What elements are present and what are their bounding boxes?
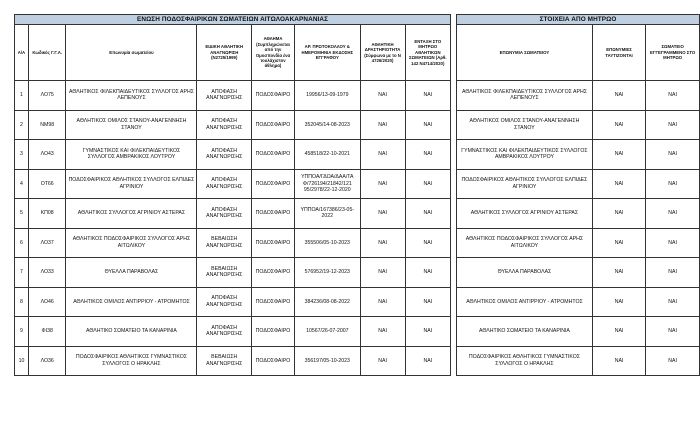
table-row xyxy=(15,169,700,199)
table-body xyxy=(15,81,700,376)
cell-activity: ΝΑΙ xyxy=(360,81,405,111)
cell-aa: 4 xyxy=(15,169,29,199)
cell-registry: ΝΑΙ xyxy=(405,140,451,170)
cell-name: ΑΘΛΗΤΙΚΟΣ ΠΟΔΟΣΦΑΙΡΙΚΟΣ ΣΥΛΛΟΓΟΣ ΑΡΗΣ ΑΙΤΩΛΙΚΟΥ xyxy=(66,228,197,258)
cell-activity: ΝΑΙ xyxy=(360,287,405,317)
cell-registered: ΝΑΙ xyxy=(646,317,700,347)
cell-registered: ΝΑΙ xyxy=(646,140,700,170)
cell-recognition: ΑΠΟΦΑΣΗ ΑΝΑΓΝΩΡΙΣΗΣ xyxy=(197,110,252,140)
header-aa: Α/Α xyxy=(15,25,29,81)
cell-activity: ΝΑΙ xyxy=(360,317,405,347)
cell-aa: 2 xyxy=(15,110,29,140)
cell-aa: 8 xyxy=(15,287,29,317)
cell-code: ΛΟ36 xyxy=(28,346,66,376)
cell-sport: ΠΟΔΟΣΦΑΙΡΟ xyxy=(252,317,295,347)
cell-aa: 1 xyxy=(15,81,29,111)
cell-aa: 9 xyxy=(15,317,29,347)
registry-sheet xyxy=(14,14,700,376)
table-row xyxy=(15,228,700,258)
cell-sport: ΠΟΔΟΣΦΑΙΡΟ xyxy=(252,169,295,199)
header-sport: ΑΘΛΗΜΑ (Συμπληρώνεται από την Ομοσπονδία ένα τουλάχιστον άθλημα) xyxy=(252,25,295,81)
cell-registered: ΝΑΙ xyxy=(646,199,700,229)
header-recognition: ΕΙΔΙΚΗ ΑΘΛΗΤΙΚΗ ΑΝΑΓΝΩΡΙΣΗ (Ν2725/1999) xyxy=(197,25,252,81)
cell-recognition: ΑΠΟΦΑΣΗ ΑΝΑΓΝΩΡΙΣΗΣ xyxy=(197,287,252,317)
table-row xyxy=(15,110,700,140)
cell-name: ΑΘΛΗΤΙΚΟΣ ΟΜΙΛΟΣ ΣΤΑΝΟΥ-ΑΝΑΓΕΝΝΗΣΗ ΣΤΑΝΟΥ xyxy=(66,110,197,140)
cell-reg-name: ΑΘΛΗΤΙΚΟΣ ΣΥΛΛΟΓΟΣ ΑΓΡΙΝΙΟΥ ΑΣΤΕΡΑΣ xyxy=(457,199,593,229)
cell-sport: ΠΟΔΟΣΦΑΙΡΟ xyxy=(252,287,295,317)
cell-registry: ΝΑΙ xyxy=(405,317,451,347)
federation-title: ΕΝΩΣΗ ΠΟΔΟΣΦΑΙΡΙΚΩΝ ΣΩΜΑΤΕΙΩΝ ΑΙΤΩΛΟΑΚΑΡΝΑΝΙΑΣ xyxy=(15,15,451,25)
cell-protocol: 458518/22-10-2021 xyxy=(294,140,360,170)
cell-same-names: ΝΑΙ xyxy=(592,287,645,317)
header-activity: ΑΘΛΗΤΙΚΗ ΔΡΑΣΤΗΡΙΟΤΗΤΑ (Σύμφωνα με το Ν 4726/2020) xyxy=(360,25,405,81)
cell-name: ΑΘΛΗΤΙΚΟΣ ΣΥΛΛΟΓΟΣ ΑΓΡΙΝΙΟΥ ΑΣΤΕΡΑΣ xyxy=(66,199,197,229)
cell-recognition: ΑΠΟΦΑΣΗ ΑΝΑΓΝΩΡΙΣΗΣ xyxy=(197,140,252,170)
table-row xyxy=(15,317,700,347)
cell-activity: ΝΑΙ xyxy=(360,169,405,199)
cell-sport: ΠΟΔΟΣΦΑΙΡΟ xyxy=(252,110,295,140)
cell-protocol: 356197/05-10-2023 xyxy=(294,346,360,376)
cell-registered: ΝΑΙ xyxy=(646,258,700,288)
cell-registry: ΝΑΙ xyxy=(405,199,451,229)
cell-same-names: ΝΑΙ xyxy=(592,228,645,258)
cell-name: ΠΟΔΟΣΦΑΙΡΙΚΟΣ ΑΘΛΗΤΙΚΟΣ ΣΥΛΛΟΓΟΣ ΕΛΠΙΔΕΣ ΑΓΡΙΝΙΟΥ xyxy=(66,169,197,199)
cell-code: ΛΟ33 xyxy=(28,258,66,288)
cell-reg-name: ΘΥΕΛΛΑ ΠΑΡΑΒΟΛΑΣ xyxy=(457,258,593,288)
table-row xyxy=(15,81,700,111)
cell-code: ΦΙ38 xyxy=(28,317,66,347)
cell-aa: 3 xyxy=(15,140,29,170)
header-code: Κωδικός Γ.Γ.Α. xyxy=(28,25,66,81)
header-name: Επωνυμία σωματείου xyxy=(66,25,197,81)
header-reg-name: ΕΠΩΝΥΜΙΑ ΣΩΜΑΤΕΙΟΥ xyxy=(457,25,593,81)
cell-registered: ΝΑΙ xyxy=(646,228,700,258)
header-same-names: ΕΠΩΝΥΜΙΕΣ ΤΑΥΤΙΖΟΝΤΑΙ xyxy=(592,25,645,81)
cell-name: ΑΘΛΗΤΙΚΟΣ ΟΜΙΛΟΣ ΑΝΤΙΡΡΙΟΥ - ΑΤΡΟΜΗΤΟΣ xyxy=(66,287,197,317)
cell-same-names: ΝΑΙ xyxy=(592,110,645,140)
cell-code: ΛΟ46 xyxy=(28,287,66,317)
cell-reg-name: ΓΥΜΝΑΣΤΙΚΟΣ ΚΑΙ ΦΙΛΕΚΠΑΙΔΕΥΤΙΚΟΣ ΣΥΛΛΟΓΟΣ ΑΜΒΡΑΚΙΚΟΣ ΛΟΥΤΡΟΥ xyxy=(457,140,593,170)
cell-same-names: ΝΑΙ xyxy=(592,258,645,288)
cell-reg-name: ΠΟΔΟΣΦΑΙΡΙΚΟΣ ΑΘΛΗΤΙΚΟΣ ΓΥΜΝΑΣΤΙΚΟΣ ΣΥΛΛΟΓΟΣ Ο ΗΡΑΚΛΗΣ xyxy=(457,346,593,376)
cell-activity: ΝΑΙ xyxy=(360,110,405,140)
header-row xyxy=(15,25,700,81)
cell-reg-name: ΑΘΛΗΤΙΚΟΣ ΦΙΛΕΚΠΑΙΔΕΥΤΙΚΟΣ ΣΥΛΛΟΓΟΣ ΑΡΗΣ ΛΕΠΕΝΟΥΣ xyxy=(457,81,593,111)
cell-reg-name: ΑΘΛΗΤΙΚΟΣ ΟΜΙΛΟΣ ΑΝΤΙΡΡΙΟΥ - ΑΤΡΟΜΗΤΟΣ xyxy=(457,287,593,317)
cell-name: ΑΘΛΗΤΙΚΟ ΣΩΜΑΤΕΙΟ ΤΑ ΚΑΝΑΡΙΝΙΑ xyxy=(66,317,197,347)
cell-code: ΛΟ43 xyxy=(28,140,66,170)
cell-registry: ΝΑΙ xyxy=(405,110,451,140)
cell-aa: 5 xyxy=(15,199,29,229)
cell-registry: ΝΑΙ xyxy=(405,81,451,111)
cell-registered: ΝΑΙ xyxy=(646,346,700,376)
cell-recognition: ΑΠΟΦΑΣΗ ΑΝΑΓΝΩΡΙΣΗΣ xyxy=(197,199,252,229)
cell-same-names: ΝΑΙ xyxy=(592,199,645,229)
registry-title: ΣΤΟΙΧΕΙΑ ΑΠΟ ΜΗΤΡΩΟ xyxy=(457,15,700,25)
cell-activity: ΝΑΙ xyxy=(360,199,405,229)
cell-sport: ΠΟΔΟΣΦΑΙΡΟ xyxy=(252,199,295,229)
cell-sport: ΠΟΔΟΣΦΑΙΡΟ xyxy=(252,346,295,376)
clubs-table xyxy=(14,14,700,376)
cell-registry: ΝΑΙ xyxy=(405,258,451,288)
cell-sport: ΠΟΔΟΣΦΑΙΡΟ xyxy=(252,228,295,258)
cell-recognition: ΑΠΟΦΑΣΗ ΑΝΑΓΝΩΡΙΣΗΣ xyxy=(197,169,252,199)
cell-reg-name: ΠΟΔΟΣΦΑΙΡΙΚΟΣ ΑΘΛΗΤΙΚΟΣ ΣΥΛΛΟΓΟΣ ΕΛΠΙΔΕΣ ΑΓΡΙΝΙΟΥ xyxy=(457,169,593,199)
cell-protocol: 19956/13-09-1979 xyxy=(294,81,360,111)
table-row xyxy=(15,199,700,229)
cell-activity: ΝΑΙ xyxy=(360,346,405,376)
cell-sport: ΠΟΔΟΣΦΑΙΡΟ xyxy=(252,140,295,170)
cell-same-names: ΝΑΙ xyxy=(592,317,645,347)
cell-protocol: ΥΠΠΟΑ/167386/23-05-2022 xyxy=(294,199,360,229)
cell-sport: ΠΟΔΟΣΦΑΙΡΟ xyxy=(252,81,295,111)
title-band-row xyxy=(15,15,700,25)
cell-code: ΛΟ37 xyxy=(28,228,66,258)
header-registry: ΕΝΤΑΞΗ ΣΤΟ ΜΗΤΡΩΟ ΑΘΛΗΤΙΚΩΝ ΣΩΜΑΤΕΙΩΝ (Αρθ. 142 Ν4714/2020) xyxy=(405,25,451,81)
table-row xyxy=(15,140,700,170)
cell-code: ΟΤ66 xyxy=(28,169,66,199)
cell-aa: 10 xyxy=(15,346,29,376)
cell-code: ΝΜ98 xyxy=(28,110,66,140)
cell-registry: ΝΑΙ xyxy=(405,346,451,376)
cell-name: ΑΘΛΗΤΙΚΟΣ ΦΙΛΕΚΠΑΙΔΕΥΤΙΚΟΣ ΣΥΛΛΟΓΟΣ ΑΡΗΣ ΛΕΠΕΝΟΥΣ xyxy=(66,81,197,111)
cell-code: ΚΠ08 xyxy=(28,199,66,229)
cell-aa: 6 xyxy=(15,228,29,258)
cell-registered: ΝΑΙ xyxy=(646,287,700,317)
cell-recognition: ΒΕΒΑΙΩΣΗ ΑΝΑΓΝΩΡΙΣΗΣ xyxy=(197,228,252,258)
cell-recognition: ΒΕΒΑΙΩΣΗ ΑΝΑΓΝΩΡΙΣΗΣ xyxy=(197,258,252,288)
cell-protocol: 384236/08-08-2022 xyxy=(294,287,360,317)
cell-sport: ΠΟΔΟΣΦΑΙΡΟ xyxy=(252,258,295,288)
cell-reg-name: ΑΘΛΗΤΙΚΟΣ ΠΟΔΟΣΦΑΙΡΙΚΟΣ ΣΥΛΛΟΓΟΣ ΑΡΗΣ ΑΙΤΩΛΙΚΟΥ xyxy=(457,228,593,258)
cell-name: ΓΥΜΝΑΣΤΙΚΟΣ ΚΑΙ ΦΙΛΕΚΠΑΙΔΕΥΤΙΚΟΣ ΣΥΛΛΟΓΟΣ ΑΜΒΡΑΚΙΚΟΣ ΛΟΥΤΡΟΥ xyxy=(66,140,197,170)
table-row xyxy=(15,346,700,376)
cell-name: ΘΥΕΛΛΑ ΠΑΡΑΒΟΛΑΣ xyxy=(66,258,197,288)
header-registered: ΣΩΜΑΤΕΙΟ ΕΓΓΕΓΡΑΜΜΕΝΟ ΣΤΟ ΜΗΤΡΩΟ xyxy=(646,25,700,81)
cell-activity: ΝΑΙ xyxy=(360,228,405,258)
cell-same-names: ΝΑΙ xyxy=(592,169,645,199)
cell-code: ΛΟ75 xyxy=(28,81,66,111)
cell-registered: ΝΑΙ xyxy=(646,110,700,140)
cell-same-names: ΝΑΙ xyxy=(592,346,645,376)
cell-reg-name: ΑΘΛΗΤΙΚΟ ΣΩΜΑΤΕΙΟ ΤΑ ΚΑΝΑΡΙΝΙΑ xyxy=(457,317,593,347)
cell-recognition: ΑΠΟΦΑΣΗ ΑΝΑΓΝΩΡΙΣΗΣ xyxy=(197,317,252,347)
cell-same-names: ΝΑΙ xyxy=(592,140,645,170)
cell-reg-name: ΑΘΛΗΤΙΚΟΣ ΟΜΙΛΟΣ ΣΤΑΝΟΥ-ΑΝΑΓΕΝΝΗΣΗ ΣΤΑΝΟΥ xyxy=(457,110,593,140)
cell-registry: ΝΑΙ xyxy=(405,169,451,199)
cell-registered: ΝΑΙ xyxy=(646,169,700,199)
table-row xyxy=(15,258,700,288)
cell-protocol: ΥΠΠΟΑ/ΓΔΟΑ/ΔΑΑ/ΤΑ Φ/726194/21842/121 95/2978/22-12-2020 xyxy=(294,169,360,199)
cell-activity: ΝΑΙ xyxy=(360,258,405,288)
cell-protocol: 10567/26-07-2007 xyxy=(294,317,360,347)
cell-registry: ΝΑΙ xyxy=(405,228,451,258)
cell-protocol: 355506/05-10-2023 xyxy=(294,228,360,258)
cell-registered: ΝΑΙ xyxy=(646,81,700,111)
cell-name: ΠΟΔΟΣΦΑΙΡΙΚΟΣ ΑΘΛΗΤΙΚΟΣ ΓΥΜΝΑΣΤΙΚΟΣ ΣΥΛΛΟΓΟΣ Ο ΗΡΑΚΛΗΣ xyxy=(66,346,197,376)
table-row xyxy=(15,287,700,317)
cell-protocol: 352045/14-08-2023 xyxy=(294,110,360,140)
cell-recognition: ΒΕΒΑΙΩΣΗ ΑΝΑΓΝΩΡΙΣΗΣ xyxy=(197,346,252,376)
cell-same-names: ΝΑΙ xyxy=(592,81,645,111)
cell-protocol: 576952/19-12-2023 xyxy=(294,258,360,288)
header-protocol: ΑΡ. ΠΡΩΤΟΚΟΛΛΟΥ & ΗΜΕΡΟΜΗΝΙΑ ΕΚΔΟΣΗΣ ΕΓΓΡΑΦΟΥ xyxy=(294,25,360,81)
cell-activity: ΝΑΙ xyxy=(360,140,405,170)
cell-aa: 7 xyxy=(15,258,29,288)
cell-registry: ΝΑΙ xyxy=(405,287,451,317)
cell-recognition: ΑΠΟΦΑΣΗ ΑΝΑΓΝΩΡΙΣΗΣ xyxy=(197,81,252,111)
